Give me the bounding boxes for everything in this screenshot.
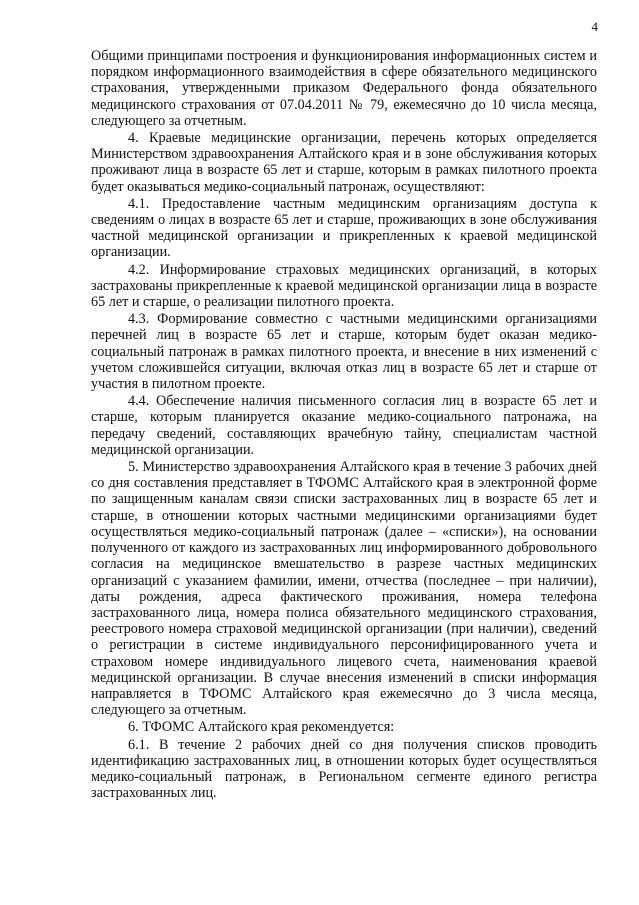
paragraph-4-1: 4.1. Предоставление частным медицинским организациям доступа к сведениям о лицах в возрасте 65 лет и старше, проживающих в зоне обслуживания частной медицинской организации и прикрепленных к краевой медицинской организации. — [91, 195, 597, 261]
paragraph-6-1: 6.1. В течение 2 рабочих дней со дня получения списков проводить идентификацию застрахованных лиц, в отношении которых будет осуществляться медико-социальный патронаж, в Региональном сегменте единого регистра застрахованных лиц. — [91, 736, 597, 802]
paragraph-4-4: 4.4. Обеспечение наличия письменного согласия лиц в возрасте 65 лет и старше, которым планируется оказание медико-социального патронажа, на передачу сведений, составляющих врачебную тайну, специалистам частной медицинской организации. — [91, 393, 597, 458]
page-number: 4 — [591, 19, 598, 34]
paragraph-4: 4. Краевые медицинские организации, перечень которых определяется Министерством здравоохранения Алтайского края и в зоне обслуживания которых проживают лица в возрасте 65 лет и старше, которым в рамках пилотного проекта будет оказываться медико-социальный патронаж, осуществляют: — [91, 130, 597, 195]
paragraph-4-3: 4.3. Формирование совместно с частными медицинскими организациями перечней лиц в возрасте 65 лет и старше, которым будет оказан медико-социальный патронаж в рамках пилотного проекта, и внесение в них изменений с учетом сложившейся ситуации, включая отказ лиц в возрасте 65 лет и старше от участия в пилотном проекте. — [91, 311, 597, 393]
document-body — [91, 48, 597, 801]
paragraph-6: 6. ТФОМС Алтайского края рекомендуется: — [128, 719, 395, 736]
paragraph-5: 5. Министерство здравоохранения Алтайского края в течение 3 рабочих дней со дня составления представляет в ТФОМС Алтайского края в электронной форме по защищенным каналам связи списки застрахованных лиц в возрасте 65 лет и старше, в отношении которых частными медицинскими организациями будет осуществляться медико-социальный патронаж (далее – «списки»), на основании полученного от каждого из застрахованных лиц информированного добровольного согласия на медицинское вмешательство в разрезе частных медицинских организаций с указанием фамилии, имени, отчества (последнее – при наличии), даты рождения, адреса фактического проживания, номера телефона застрахованного лица, номера полиса обязательного медицинского страхования, реестрового номера страховой медицинской организации (при наличии), сведений о регистрации в системе индивидуального персонифицированного учета и страховом номере индивидуального лицевого счета, наименования краевой медицинской организации. В случае внесения изменений в списки информация направляется в ТФОМС Алтайского края ежемесячно до 3 числа месяца, следующего за отчетным. — [91, 459, 597, 719]
paragraph-intro: Общими принципами построения и функционирования информационных систем и порядком информационного взаимодействия в сфере обязательного медицинского страхования, утвержденными приказом Федерального фонда обязательного медицинского страхования от 07.04.2011 № 79, ежемесячно до 10 числа месяца, следующего за отчетным. — [91, 48, 597, 129]
paragraph-4-2: 4.2. Информирование страховых медицинских организаций, в которых застрахованы прикрепленные к краевой медицинской организации лица в возрасте 65 лет и старше, о реализации пилотного проекта. — [91, 261, 597, 311]
